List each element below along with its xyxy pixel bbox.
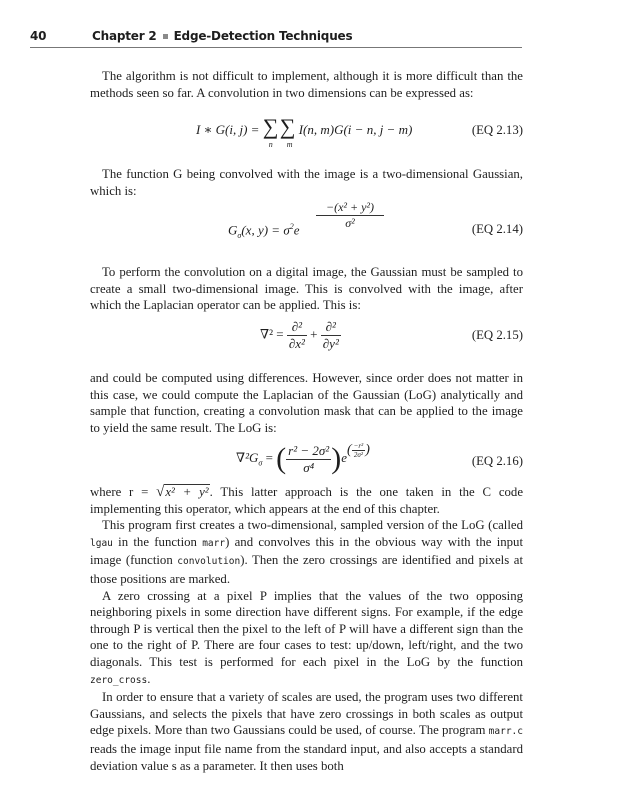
paragraph-1: The algorithm is not difficult to implement, although it is more difficult than the methods seen so far. A convolution in two dimensions can be expressed as: bbox=[90, 69, 523, 100]
page-number: 40 bbox=[30, 29, 47, 43]
paragraph-2: The function G being convolved with the image is a two-dimensional Gaussian, which is: bbox=[90, 167, 523, 198]
sqrt-expression: √x² + y² bbox=[156, 484, 209, 500]
equation-label: (EQ 2.16) bbox=[471, 454, 523, 468]
paragraph-4: and could be computed using differences. However, since order does not matter in this case, we could compute the Laplacian of the Gaussian (LoG) analytically and sample that function, creating a convolution mask that can be applied to the image to yield the same result. The LoG is: bbox=[90, 371, 523, 435]
chapter-title: Chapter 2 Edge-Detection Techniques bbox=[92, 29, 353, 43]
running-header bbox=[30, 29, 520, 47]
paragraph-5-8 bbox=[90, 484, 523, 774]
paragraph-6: This program first creates a two-dimensional, sampled version of the LoG (called lgau in the function marr) and convolves this in the obvious way with the input image (function convolution). Then the zero crossings are identified and pixels at those positions are marked. bbox=[90, 518, 524, 586]
equation-2-15: ∇² = $\frac{\text{∂²}}{\text{∂x²}}$ + $\frac{\text{∂²}}{\text{∂y²}}$ (EQ 2.15) bbox=[260, 319, 523, 351]
equation-label: (EQ 2.15) bbox=[471, 328, 523, 342]
paragraph-3: To perform the convolution on a digital image, the Gaussian must be sampled to create a small two-dimensional image. This is convolved with the image, after which the Laplacian operator can be applied. This is: bbox=[90, 265, 523, 313]
paragraph-7: A zero crossing at a pixel P implies that the values of the two opposing neighboring pixels in some direction have different signs. For example, if the edge through P is vertical then the pixel to the left of P will have a different sign than the one to the right of P. There are four cases to test: up/down, left/right, and the two diagonals. This test is performed for each pixel in the LoG by the function zero_cross. bbox=[90, 588, 523, 686]
equation-2-16: $\nabla^2G_\sigma$ = ( $\frac{\text{r² − 2σ²}}{\text{σ⁴}}$ )e( $\frac{\text{−r²}}{\text{2σ²}}$ ) (EQ 2.16) bbox=[236, 442, 523, 475]
paragraph-8: In order to ensure that a variety of scales are used, the program uses two different Gaussians, and selects the pixels that have zero crossings in both scales as output edge pixels. More than two Gaussians could be used, of course. The program marr.c reads the image input file name from the standard input, and also accepts a standard deviation value s as a parameter. It then uses both bbox=[90, 690, 523, 773]
equation-2-13: I ∗ G(i, j) = ∑ ∑ n m I(n, m)G(i − n, j − m) (EQ 2.13) bbox=[196, 114, 523, 149]
equation-2-14: $G_\sigma(x$, $y) = \sigma^2e$ −(x² + y²) σ² (EQ 2.14) bbox=[228, 200, 523, 240]
paragraph-5: where r = √x² + y². This latter approach is the one taken in the C code implementing this operator, which appears at the end of this chapter. bbox=[90, 484, 523, 516]
equation-label: (EQ 2.13) bbox=[471, 123, 523, 137]
equation-label: (EQ 2.14) bbox=[471, 222, 523, 236]
square-bullet-icon bbox=[163, 34, 168, 39]
header-rule bbox=[30, 47, 522, 48]
